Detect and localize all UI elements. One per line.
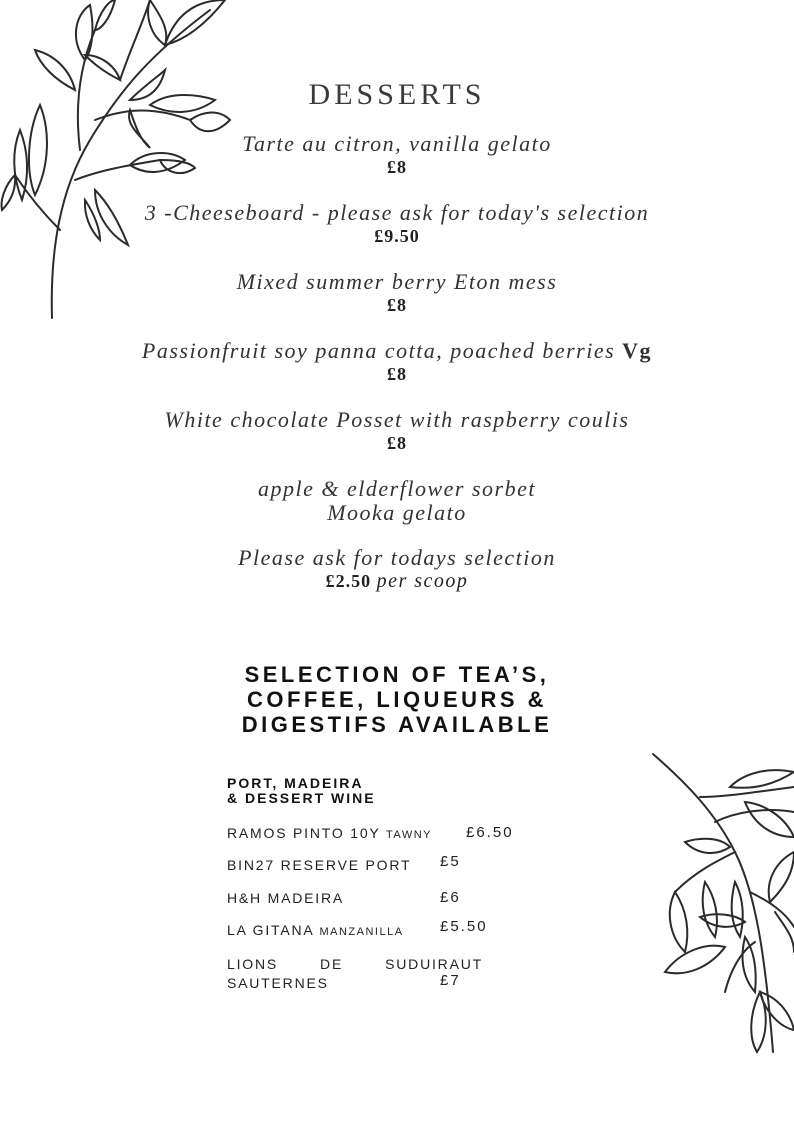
dessert-price: £8 <box>387 295 407 315</box>
dessert-name: apple & elderflower sorbet <box>258 476 536 501</box>
dessert-name: Please ask for todays selection <box>238 545 556 570</box>
dessert-name: White chocolate Posset with raspberry coulis <box>164 407 630 432</box>
dessert-item <box>0 270 794 316</box>
wine-price: £6 <box>440 889 461 906</box>
dessert-name-line2: Mooka gelato <box>327 500 467 525</box>
drinks-heading-line: COFFEE, LIQUEURS & <box>246 687 548 712</box>
drinks-heading-line: DIGESTIFS AVAILABLE <box>241 712 553 737</box>
wine-item <box>227 956 483 972</box>
leaf-branch-icon-bottom-right <box>645 752 794 1057</box>
dessert-price-line <box>0 570 794 592</box>
wine-heading-line: PORT, MADEIRA <box>227 775 364 791</box>
wine-item-line2 <box>227 975 329 991</box>
wine-name: H&H MADEIRA <box>227 890 345 906</box>
dessert-item <box>0 408 794 454</box>
drinks-heading <box>0 662 794 737</box>
wine-name: LIONS DE SUDUIRAUT <box>227 956 483 972</box>
page-title: DESSERTS <box>308 78 486 111</box>
wine-style: MANZANILLA <box>319 926 404 938</box>
dessert-name: 3 -Cheeseboard - please ask for today's selection <box>144 200 650 225</box>
dessert-price: £8 <box>387 364 407 384</box>
dessert-price: £8 <box>387 433 407 453</box>
wine-price: £5.50 <box>440 918 488 935</box>
wine-heading-line: & DESSERT WINE <box>227 790 376 806</box>
drinks-heading-line: SELECTION OF TEA’S, <box>244 662 550 687</box>
dessert-name: Mixed summer berry Eton mess <box>236 269 558 294</box>
dessert-item <box>0 132 794 178</box>
dessert-item <box>0 201 794 247</box>
wine-section-heading <box>227 776 376 806</box>
wine-name: RAMOS PINTO 10Y <box>227 825 381 841</box>
dessert-item <box>0 546 794 592</box>
wine-price: £7 <box>440 972 461 989</box>
wine-name-line2: SAUTERNES <box>227 975 329 991</box>
dessert-item <box>0 477 794 525</box>
wine-price: £6.50 <box>466 824 514 841</box>
wine-price: £5 <box>440 853 461 870</box>
wine-item <box>227 825 432 841</box>
wine-item <box>227 890 344 906</box>
wine-name: LA GITANA <box>227 922 314 938</box>
wine-name: BIN27 RESERVE PORT <box>227 857 412 873</box>
wine-item <box>227 857 411 873</box>
wine-style: TAWNY <box>386 829 433 841</box>
vegan-tag: Vg <box>622 338 653 363</box>
price-suffix: per scoop <box>376 570 469 592</box>
dessert-name: Passionfruit soy panna cotta, poached berries <box>141 338 616 363</box>
dessert-price: £8 <box>387 157 407 177</box>
dessert-name-line <box>0 339 794 363</box>
wine-item <box>227 922 404 938</box>
dessert-item <box>0 339 794 385</box>
dessert-name: Tarte au citron, vanilla gelato <box>242 131 552 156</box>
dessert-price: £9.50 <box>374 226 420 246</box>
dessert-price: £2.50 <box>325 571 372 591</box>
